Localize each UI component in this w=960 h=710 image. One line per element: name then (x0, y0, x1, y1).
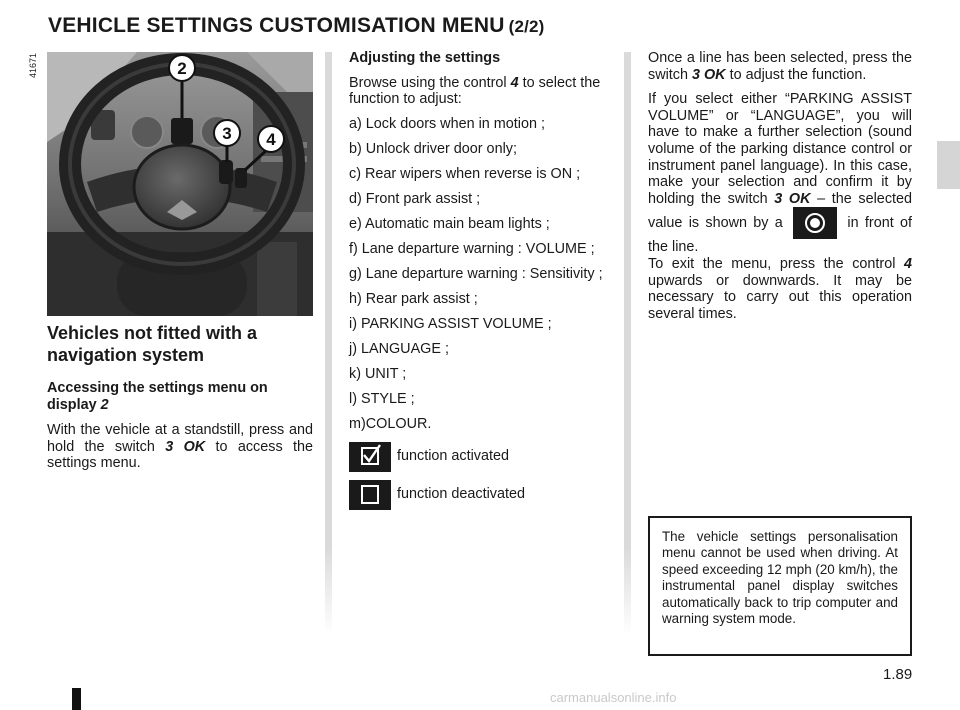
list-item: m)COLOUR. (349, 415, 432, 432)
adjusting-intro (349, 75, 619, 108)
right-column (648, 50, 912, 330)
callout-2-label: 2 (177, 59, 187, 78)
intro-text-post: to select the function to adjust: (349, 74, 601, 108)
switch-ref: 3 OK (691, 66, 726, 83)
callout-4-label: 4 (266, 130, 276, 149)
list-item: i) PARKING ASSIST VOLUME ; (349, 315, 552, 332)
page-title (48, 14, 545, 38)
p1-text-pre: Once a line has been selected, press the switch (648, 50, 912, 83)
watermark: carmanualsonline.info (550, 690, 677, 705)
column-divider-left (325, 52, 332, 635)
column-divider-right (624, 52, 631, 635)
list-item: h) Rear park assist ; (349, 290, 478, 307)
note-box: The vehicle settings personalisation menu cannot be used when driving. At speed exceeding 12 mph (20 km/h), the instrumental panel display switches automatically back to trip computer and warning system mode. (648, 516, 912, 656)
access-text-post: to access the settings menu. (47, 438, 313, 472)
list-item: j) LANGUAGE ; (349, 340, 449, 357)
select-instructions (648, 50, 912, 83)
legend-deactivated-label: function deactivated (397, 486, 526, 503)
callout-2-badge (169, 55, 195, 81)
callout-3-label: 3 (222, 124, 232, 143)
legend-activated-label: function activated (397, 448, 509, 465)
subheading-text: Accessing the settings menu on display (47, 380, 268, 413)
page-number: 1.89 (883, 666, 913, 683)
control-number: 4 (903, 255, 912, 272)
access-instructions (47, 422, 313, 472)
callout-4-badge (258, 126, 284, 152)
list-item: g) Lane departure warning : Sensitivity ; (349, 265, 603, 282)
steering-wheel-photo (47, 52, 313, 316)
legend-activated (349, 441, 619, 473)
p2-text-a: If you select either “PARKING ASSIST VOLUME” or “LANGUAGE”, you will have to make a further selection (sound volume of the parking distance control or instrument panel language). In this case, make your selection and confirm it by holding the switch (648, 91, 912, 207)
p3-text-b: upwards or downwards. It may be necessary to carry out this operation several times. (648, 272, 912, 322)
radio-selected-icon (793, 207, 837, 239)
list-item: b) Unlock driver door only; (349, 140, 517, 157)
left-column (47, 322, 313, 480)
callout-3-badge (214, 120, 240, 146)
list-item: c) Rear wipers when reverse is ON ; (349, 165, 581, 182)
list-item: e) Automatic main beam lights ; (349, 215, 550, 232)
middle-column (349, 50, 619, 511)
p3-text-a: To exit the menu, press the control (648, 255, 896, 272)
list-item: f) Lane departure warning : VOLUME ; (349, 240, 595, 257)
access-text-pre: With the vehicle at a standstill, press and hold the switch (47, 422, 313, 455)
p2-text-c: in front of the line. (648, 215, 913, 256)
further-selection-instructions (648, 91, 912, 322)
unchecked-box-icon (349, 480, 391, 510)
control-number: 4 (510, 74, 519, 91)
list-item: a) Lock doors when in motion ; (349, 115, 545, 132)
title-suffix: (2/2) (508, 17, 545, 36)
switch-ref: 3 OK (774, 190, 811, 207)
function-list (349, 116, 619, 432)
list-item: d) Front park assist ; (349, 190, 481, 207)
title-text: VEHICLE SETTINGS CUSTOMISATION MENU (48, 14, 505, 37)
subheading (47, 380, 313, 414)
list-item: l) STYLE ; (349, 390, 415, 407)
display-number: 2 (100, 397, 109, 413)
section-tab-marker (937, 141, 960, 189)
steering-wheel-illustration (47, 52, 313, 316)
corner-mark (72, 688, 81, 710)
adjusting-heading: Adjusting the settings (349, 50, 501, 66)
legend-deactivated (349, 479, 619, 511)
p1-text-post: to adjust the function. (729, 66, 867, 83)
figure-reference-code: 41671 (28, 52, 38, 78)
section-heading: Vehicles not fitted with a navigation system (47, 323, 258, 365)
switch-ref: 3 OK (165, 438, 206, 455)
checked-box-icon (349, 442, 391, 472)
p2-text-b: – the selected value is shown by a (648, 190, 913, 232)
intro-text-pre: Browse using the control (349, 74, 507, 91)
list-item: k) UNIT ; (349, 365, 407, 382)
